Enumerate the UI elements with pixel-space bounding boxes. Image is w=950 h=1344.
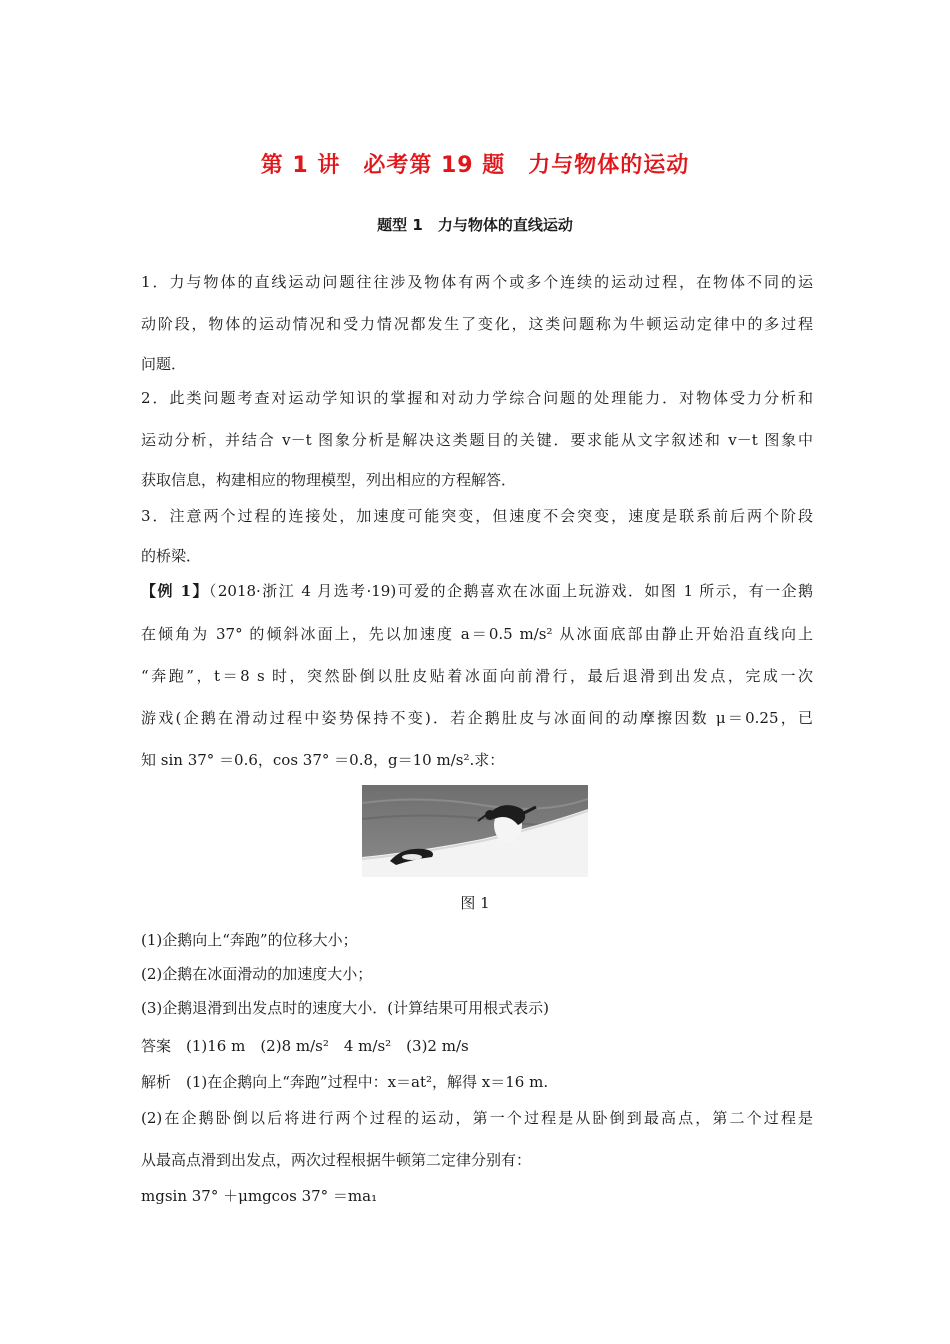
example-line-1 bbox=[141, 581, 813, 601]
answer-line: 答案 (1)16 m (2)8 m/s² 4 m/s² (3)2 m/s bbox=[141, 1037, 469, 1055]
analysis-line-3: 从最高点滑到出发点，两次过程根据牛顿第二定律分别有： bbox=[141, 1151, 532, 1169]
example-text-1: （2018·浙江 4 月选考·19)可爱的企鹅喜欢在冰面上玩游戏．如图 1 所示，有一企鹅 bbox=[208, 582, 813, 600]
intro-paragraph-3-line-1: 3．注意两个过程的连接处，加速度可能突变，但速度不会突变，速度是联系前后两个阶段 bbox=[141, 507, 813, 525]
example-label: 【例 1】 bbox=[141, 582, 209, 600]
example-line-4: 游戏(企鹅在滑动过程中姿势保持不变)．若企鹅肚皮与冰面间的动摩擦因数 μ＝0.25，已 bbox=[141, 709, 813, 727]
intro-paragraph-2-line-3: 获取信息，构建相应的物理模型，列出相应的方程解答． bbox=[141, 471, 517, 489]
question-2: (2)企鹅在冰面滑动的加速度大小； bbox=[141, 965, 373, 983]
analysis-line-2: (2)在企鹅卧倒以后将进行两个过程的运动，第一个过程是从卧倒到最高点，第二个过程是 bbox=[141, 1109, 813, 1127]
figure-caption: 图 1 bbox=[460, 894, 490, 912]
intro-paragraph-2-line-1: 2．此类问题考查对运动学知识的掌握和对动力学综合问题的处理能力．对物体受力分析和 bbox=[141, 389, 813, 407]
section-subtitle: 题型 1 力与物体的直线运动 bbox=[377, 216, 573, 234]
question-1: (1)企鹅向上“奔跑”的位移大小； bbox=[141, 931, 358, 949]
penguin-photo-icon bbox=[362, 785, 588, 877]
intro-paragraph-1-line-2: 动阶段，物体的运动情况和受力情况都发生了变化，这类问题称为牛顿运动定律中的多过程 bbox=[141, 315, 813, 333]
analysis-equation: mgsin 37° ＋μmgcos 37° ＝ma₁ bbox=[141, 1187, 378, 1205]
intro-paragraph-2-line-2: 运动分析，并结合 v－t 图象分析是解决这类题目的关键．要求能从文字叙述和 v－t 图象中 bbox=[141, 431, 813, 449]
penguin-photo bbox=[362, 785, 588, 877]
question-3: (3)企鹅退滑到出发点时的速度大小．(计算结果可用根式表示) bbox=[141, 999, 549, 1017]
intro-paragraph-3-line-2: 的桥梁． bbox=[141, 547, 202, 565]
lecture-title: 第 1 讲 必考第 19 题 力与物体的运动 bbox=[260, 153, 690, 178]
example-line-5: 知 sin 37° ＝0.6，cos 37° ＝0.8，g＝10 m/s².求： bbox=[141, 751, 505, 769]
intro-paragraph-1-line-1: 1．力与物体的直线运动问题往往涉及物体有两个或多个连续的运动过程，在物体不同的运 bbox=[141, 273, 813, 291]
analysis-line-1: 解析 (1)在企鹅向上“奔跑”过程中：x＝at²，解得 x＝16 m. bbox=[141, 1073, 549, 1091]
example-line-3: “奔跑”，t＝8 s 时，突然卧倒以肚皮贴着冰面向前滑行，最后退滑到出发点，完成一次 bbox=[141, 667, 813, 685]
intro-paragraph-1-line-3: 问题． bbox=[141, 355, 187, 373]
example-line-2: 在倾角为 37° 的倾斜冰面上，先以加速度 a＝0.5 m/s² 从冰面底部由静止开始沿直线向上 bbox=[141, 625, 813, 643]
